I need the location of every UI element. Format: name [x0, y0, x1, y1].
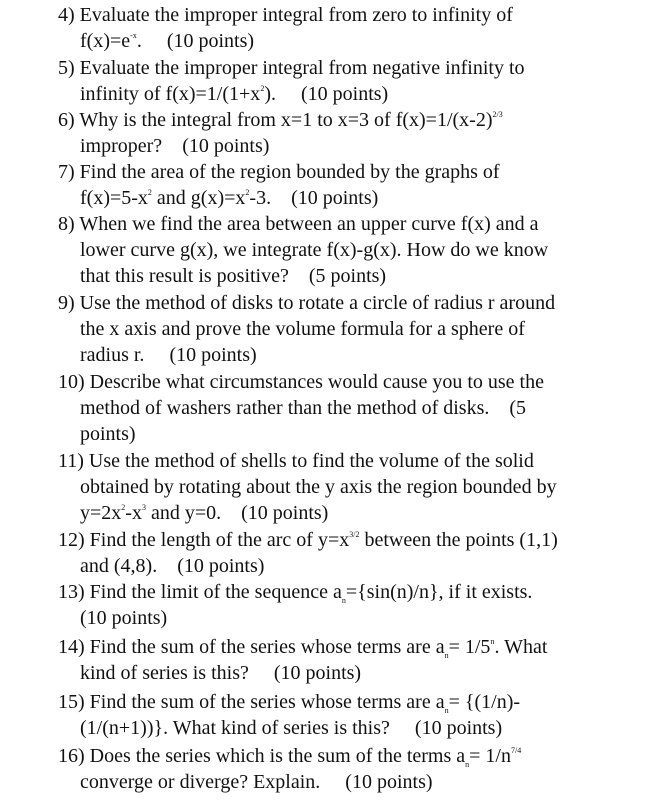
points: (5 points) [308, 265, 387, 288]
points: (5 [509, 397, 527, 420]
question-number: 14) [58, 636, 85, 658]
question-number: 6) [58, 109, 75, 131]
question-16: 16) Does the series which is the sum of the terms $a_n= 1/n^{7/4}$ converge or diverge? Explain. (10 points) [58, 743, 638, 795]
points: points) [80, 423, 136, 446]
question-14: 14) Find the sum of the series whose terms are $a_n= 1/5^n$. What kind of series is this? (10 points) [58, 634, 638, 686]
points: (10 points) [80, 607, 168, 630]
question-5: 5) Evaluate the improper integral from negative infinity to infinity of $f(x)=1/(1+x^2)$. (10 points) [58, 55, 638, 107]
points: (10 points) [166, 30, 255, 53]
points: (10 points) [273, 662, 362, 685]
question-15: 15) Find the sum of the series whose terms are $a_n= \{(1/n)-$ (1/(n+1))}. What kind of series is this? (10 points) [58, 689, 638, 741]
question-13: 13) Find the limit of the sequence $a_n=\{\sin(n)/n\}$, if it exists. (10 points) [58, 579, 638, 631]
question-4-line-1: 4) Evaluate the improper integral from zero to infinity of [58, 4, 513, 26]
points: (10 points) [177, 555, 265, 578]
question-12: 12) Find the length of the arc of $y=x^{3/2}$ between the points (1,1) and (4,8). (10 points) [58, 527, 638, 579]
question-number: 4) [58, 4, 75, 26]
question-10: 10) Describe what circumstances would cause you to use the method of washers rather than the method of disks. (5 points) [58, 369, 638, 448]
points: (10 points) [300, 83, 389, 106]
question-number: 9) [58, 292, 75, 314]
points: (10 points) [414, 717, 503, 740]
question-number: 7) [58, 161, 75, 183]
question-number: 13) [58, 581, 85, 603]
question-number: 10) [58, 371, 85, 393]
question-7: 7) Find the area of the region bounded by the graphs of $f(x)=5-x^2$ and $g(x)=x^2-3$. (10 points) [58, 159, 638, 211]
question-number: 11) [58, 450, 84, 472]
points: (10 points) [291, 187, 379, 210]
question-4 [58, 2, 638, 54]
question-8: 8) When we find the area between an upper curve f(x) and a lower curve g(x), we integrate f(x)-g(x). How do we know that this result is positive? (5 points) [58, 211, 638, 290]
question-number: 16) [58, 745, 85, 767]
question-11: 11) Use the method of shells to find the volume of the solid obtained by rotating about the y axis the region bounded by $y=2x^2-x^3$ and y=0. (10 points) [58, 448, 638, 527]
points: (10 points) [345, 771, 433, 794]
points: (10 points) [182, 135, 270, 158]
question-9: 9) Use the method of disks to rotate a circle of radius r around the x axis and prove the volume formula for a sphere of radius r. (10 points) [58, 290, 638, 369]
points: (10 points) [241, 502, 329, 525]
question-number: 5) [58, 57, 75, 79]
points: (10 points) [169, 344, 257, 367]
question-number: 12) [58, 529, 85, 551]
question-4-line-2: $f(x)=e^{-x}$. (10 points) [58, 28, 638, 54]
question-number: 15) [58, 691, 85, 713]
question-number: 8) [58, 213, 75, 235]
question-6: 6) Why is the integral from x=1 to x=3 of $f(x)=1/(x-2)^{2/3}$ improper? (10 points) [58, 107, 638, 159]
